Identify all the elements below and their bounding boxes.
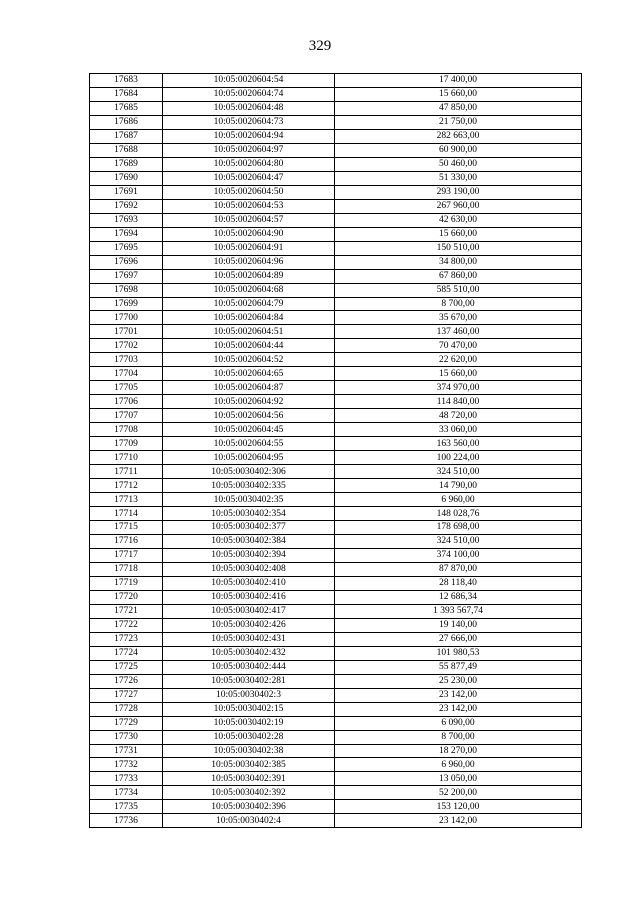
cadastral-number-cell: 10:05:0020604:48 — [163, 101, 335, 115]
table-row — [90, 157, 582, 171]
cadastral-number-cell: 10:05:0020604:47 — [163, 171, 335, 185]
cadastral-number-cell: 10:05:0030402:28 — [163, 730, 335, 744]
table-row — [90, 437, 582, 451]
cadastral-number-cell: 10:05:0020604:52 — [163, 353, 335, 367]
table-row — [90, 730, 582, 744]
cadastral-number-cell: 10:05:0030402:410 — [163, 576, 335, 590]
table-row — [90, 213, 582, 227]
cadastral-number-cell: 10:05:0020604:90 — [163, 227, 335, 241]
value-cell: 585 510,00 — [335, 283, 582, 297]
row-number-cell: 17717 — [90, 548, 163, 562]
table-row — [90, 562, 582, 576]
row-number-cell: 17705 — [90, 381, 163, 395]
value-cell: 23 142,00 — [335, 814, 582, 828]
table-row — [90, 199, 582, 213]
row-number-cell: 17683 — [90, 74, 163, 88]
row-number-cell: 17696 — [90, 255, 163, 269]
row-number-cell: 17713 — [90, 493, 163, 507]
cadastral-number-cell: 10:05:0030402:431 — [163, 632, 335, 646]
cadastral-number-cell: 10:05:0020604:80 — [163, 157, 335, 171]
row-number-cell: 17692 — [90, 199, 163, 213]
cadastral-number-cell: 10:05:0030402:417 — [163, 604, 335, 618]
table-row — [90, 674, 582, 688]
row-number-cell: 17714 — [90, 507, 163, 521]
table-row — [90, 660, 582, 674]
row-number-cell: 17710 — [90, 451, 163, 465]
value-cell: 282 663,00 — [335, 129, 582, 143]
value-cell: 114 840,00 — [335, 395, 582, 409]
value-cell: 293 190,00 — [335, 185, 582, 199]
table-row — [90, 758, 582, 772]
table-row — [90, 101, 582, 115]
row-number-cell: 17688 — [90, 143, 163, 157]
cadastral-number-cell: 10:05:0020604:51 — [163, 325, 335, 339]
value-cell: 17 400,00 — [335, 74, 582, 88]
table-row — [90, 395, 582, 409]
value-cell: 42 630,00 — [335, 213, 582, 227]
cadastral-number-cell: 10:05:0030402:335 — [163, 479, 335, 493]
table-row — [90, 744, 582, 758]
value-cell: 34 800,00 — [335, 255, 582, 269]
value-cell: 22 620,00 — [335, 353, 582, 367]
row-number-cell: 17689 — [90, 157, 163, 171]
row-number-cell: 17693 — [90, 213, 163, 227]
table-row — [90, 786, 582, 800]
value-cell: 163 560,00 — [335, 437, 582, 451]
value-cell: 18 270,00 — [335, 744, 582, 758]
value-cell: 8 700,00 — [335, 730, 582, 744]
table-row — [90, 115, 582, 129]
cadastral-number-cell: 10:05:0030402:15 — [163, 702, 335, 716]
row-number-cell: 17724 — [90, 646, 163, 660]
cadastral-number-cell: 10:05:0030402:426 — [163, 618, 335, 632]
value-cell: 100 224,00 — [335, 451, 582, 465]
page-number: 329 — [308, 38, 332, 54]
cadastral-number-cell: 10:05:0030402:377 — [163, 521, 335, 535]
cadastral-number-cell: 10:05:0020604:45 — [163, 423, 335, 437]
row-number-cell: 17709 — [90, 437, 163, 451]
value-cell: 23 142,00 — [335, 702, 582, 716]
cadastral-number-cell: 10:05:0030402:281 — [163, 674, 335, 688]
cadastral-number-cell: 10:05:0030402:19 — [163, 716, 335, 730]
table-row — [90, 465, 582, 479]
cadastral-number-cell: 10:05:0030402:444 — [163, 660, 335, 674]
cadastral-number-cell: 10:05:0020604:54 — [163, 74, 335, 88]
cadastral-number-cell: 10:05:0020604:44 — [163, 339, 335, 353]
table-row — [90, 227, 582, 241]
row-number-cell: 17725 — [90, 660, 163, 674]
value-cell: 324 510,00 — [335, 465, 582, 479]
table-row — [90, 548, 582, 562]
cadastral-number-cell: 10:05:0030402:432 — [163, 646, 335, 660]
row-number-cell: 17719 — [90, 576, 163, 590]
cadastral-number-cell: 10:05:0030402:408 — [163, 562, 335, 576]
row-number-cell: 17685 — [90, 101, 163, 115]
value-cell: 13 050,00 — [335, 772, 582, 786]
cadastral-number-cell: 10:05:0020604:84 — [163, 311, 335, 325]
row-number-cell: 17735 — [90, 800, 163, 814]
cadastral-number-cell: 10:05:0020604:97 — [163, 143, 335, 157]
table-row — [90, 534, 582, 548]
table-row — [90, 325, 582, 339]
value-cell: 52 200,00 — [335, 786, 582, 800]
row-number-cell: 17731 — [90, 744, 163, 758]
cadastral-number-cell: 10:05:0020604:74 — [163, 87, 335, 101]
row-number-cell: 17706 — [90, 395, 163, 409]
row-number-cell: 17686 — [90, 115, 163, 129]
value-cell: 51 330,00 — [335, 171, 582, 185]
row-number-cell: 17711 — [90, 465, 163, 479]
row-number-cell: 17715 — [90, 521, 163, 535]
value-cell: 28 118,40 — [335, 576, 582, 590]
row-number-cell: 17684 — [90, 87, 163, 101]
cadastral-number-cell: 10:05:0020604:92 — [163, 395, 335, 409]
value-cell: 101 980,53 — [335, 646, 582, 660]
row-number-cell: 17697 — [90, 269, 163, 283]
row-number-cell: 17712 — [90, 479, 163, 493]
table-row — [90, 185, 582, 199]
row-number-cell: 17701 — [90, 325, 163, 339]
cadastral-number-cell: 10:05:0030402:391 — [163, 772, 335, 786]
row-number-cell: 17704 — [90, 367, 163, 381]
value-cell: 148 028,76 — [335, 507, 582, 521]
table-row — [90, 493, 582, 507]
row-number-cell: 17723 — [90, 632, 163, 646]
value-cell: 70 470,00 — [335, 339, 582, 353]
value-cell: 267 960,00 — [335, 199, 582, 213]
row-number-cell: 17708 — [90, 423, 163, 437]
row-number-cell: 17729 — [90, 716, 163, 730]
cadastral-number-cell: 10:05:0030402:4 — [163, 814, 335, 828]
row-number-cell: 17730 — [90, 730, 163, 744]
value-cell: 153 120,00 — [335, 800, 582, 814]
value-cell: 6 960,00 — [335, 758, 582, 772]
table-body — [90, 74, 582, 828]
value-cell: 67 860,00 — [335, 269, 582, 283]
table-row — [90, 576, 582, 590]
value-cell: 15 660,00 — [335, 367, 582, 381]
value-cell: 324 510,00 — [335, 534, 582, 548]
cadastral-number-cell: 10:05:0030402:396 — [163, 800, 335, 814]
value-cell: 27 666,00 — [335, 632, 582, 646]
cadastral-number-cell: 10:05:0030402:384 — [163, 534, 335, 548]
cadastral-number-cell: 10:05:0030402:394 — [163, 548, 335, 562]
value-cell: 6 090,00 — [335, 716, 582, 730]
table-row — [90, 87, 582, 101]
value-cell: 150 510,00 — [335, 241, 582, 255]
table-row — [90, 479, 582, 493]
cadastral-number-cell: 10:05:0020604:94 — [163, 129, 335, 143]
value-cell: 137 460,00 — [335, 325, 582, 339]
value-cell: 15 660,00 — [335, 227, 582, 241]
cadastral-number-cell: 10:05:0030402:385 — [163, 758, 335, 772]
value-cell: 47 850,00 — [335, 101, 582, 115]
table-row — [90, 716, 582, 730]
value-cell: 178 698,00 — [335, 521, 582, 535]
cadastral-number-cell: 10:05:0030402:35 — [163, 493, 335, 507]
row-number-cell: 17700 — [90, 311, 163, 325]
cadastral-number-cell: 10:05:0020604:56 — [163, 409, 335, 423]
table-row — [90, 367, 582, 381]
cadastral-number-cell: 10:05:0020604:95 — [163, 451, 335, 465]
table-row — [90, 688, 582, 702]
table-row — [90, 129, 582, 143]
cadastral-number-cell: 10:05:0020604:79 — [163, 297, 335, 311]
table-row — [90, 632, 582, 646]
table-row — [90, 772, 582, 786]
row-number-cell: 17718 — [90, 562, 163, 576]
cadastral-number-cell: 10:05:0030402:416 — [163, 590, 335, 604]
value-cell: 12 686,34 — [335, 590, 582, 604]
table-row — [90, 241, 582, 255]
value-cell: 33 060,00 — [335, 423, 582, 437]
table-row — [90, 381, 582, 395]
value-cell: 48 720,00 — [335, 409, 582, 423]
value-cell: 23 142,00 — [335, 688, 582, 702]
row-number-cell: 17690 — [90, 171, 163, 185]
table-row — [90, 255, 582, 269]
table-row — [90, 646, 582, 660]
table-row — [90, 311, 582, 325]
table-row — [90, 171, 582, 185]
cadastral-number-cell: 10:05:0030402:38 — [163, 744, 335, 758]
value-cell: 60 900,00 — [335, 143, 582, 157]
value-cell: 6 960,00 — [335, 493, 582, 507]
table-row — [90, 451, 582, 465]
row-number-cell: 17720 — [90, 590, 163, 604]
table-row — [90, 814, 582, 828]
cadastral-number-cell: 10:05:0020604:96 — [163, 255, 335, 269]
cadastral-number-cell: 10:05:0020604:57 — [163, 213, 335, 227]
table-row — [90, 297, 582, 311]
value-cell: 19 140,00 — [335, 618, 582, 632]
value-cell: 14 790,00 — [335, 479, 582, 493]
value-cell: 35 670,00 — [335, 311, 582, 325]
table-row — [90, 269, 582, 283]
row-number-cell: 17707 — [90, 409, 163, 423]
row-number-cell: 17687 — [90, 129, 163, 143]
table-row — [90, 590, 582, 604]
cadastral-number-cell: 10:05:0030402:354 — [163, 507, 335, 521]
cadastral-number-cell: 10:05:0030402:3 — [163, 688, 335, 702]
value-cell: 87 870,00 — [335, 562, 582, 576]
cadastral-number-cell: 10:05:0020604:68 — [163, 283, 335, 297]
table-row — [90, 143, 582, 157]
cadastral-table — [89, 73, 582, 828]
table-row — [90, 409, 582, 423]
cadastral-number-cell: 10:05:0020604:65 — [163, 367, 335, 381]
table-row — [90, 618, 582, 632]
cadastral-number-cell: 10:05:0020604:91 — [163, 241, 335, 255]
row-number-cell: 17728 — [90, 702, 163, 716]
row-number-cell: 17732 — [90, 758, 163, 772]
cadastral-number-cell: 10:05:0030402:392 — [163, 786, 335, 800]
row-number-cell: 17694 — [90, 227, 163, 241]
row-number-cell: 17698 — [90, 283, 163, 297]
row-number-cell: 17736 — [90, 814, 163, 828]
row-number-cell: 17702 — [90, 339, 163, 353]
value-cell: 55 877,49 — [335, 660, 582, 674]
row-number-cell: 17716 — [90, 534, 163, 548]
cadastral-number-cell: 10:05:0020604:73 — [163, 115, 335, 129]
cadastral-number-cell: 10:05:0020604:87 — [163, 381, 335, 395]
cadastral-number-cell: 10:05:0030402:306 — [163, 465, 335, 479]
row-number-cell: 17726 — [90, 674, 163, 688]
table-row — [90, 521, 582, 535]
value-cell: 374 970,00 — [335, 381, 582, 395]
table-row — [90, 423, 582, 437]
table-row — [90, 702, 582, 716]
value-cell: 21 750,00 — [335, 115, 582, 129]
table-row — [90, 507, 582, 521]
row-number-cell: 17691 — [90, 185, 163, 199]
row-number-cell: 17699 — [90, 297, 163, 311]
cadastral-number-cell: 10:05:0020604:89 — [163, 269, 335, 283]
cadastral-number-cell: 10:05:0020604:55 — [163, 437, 335, 451]
row-number-cell: 17727 — [90, 688, 163, 702]
table-row — [90, 74, 582, 88]
row-number-cell: 17695 — [90, 241, 163, 255]
row-number-cell: 17703 — [90, 353, 163, 367]
table-row — [90, 339, 582, 353]
value-cell: 25 230,00 — [335, 674, 582, 688]
value-cell: 1 393 567,74 — [335, 604, 582, 618]
cadastral-number-cell: 10:05:0020604:53 — [163, 199, 335, 213]
row-number-cell: 17734 — [90, 786, 163, 800]
row-number-cell: 17733 — [90, 772, 163, 786]
table-row — [90, 800, 582, 814]
table-row — [90, 604, 582, 618]
value-cell: 374 100,00 — [335, 548, 582, 562]
value-cell: 15 660,00 — [335, 87, 582, 101]
value-cell: 8 700,00 — [335, 297, 582, 311]
cadastral-number-cell: 10:05:0020604:50 — [163, 185, 335, 199]
table-row — [90, 353, 582, 367]
row-number-cell: 17722 — [90, 618, 163, 632]
table-row — [90, 283, 582, 297]
value-cell: 50 460,00 — [335, 157, 582, 171]
row-number-cell: 17721 — [90, 604, 163, 618]
